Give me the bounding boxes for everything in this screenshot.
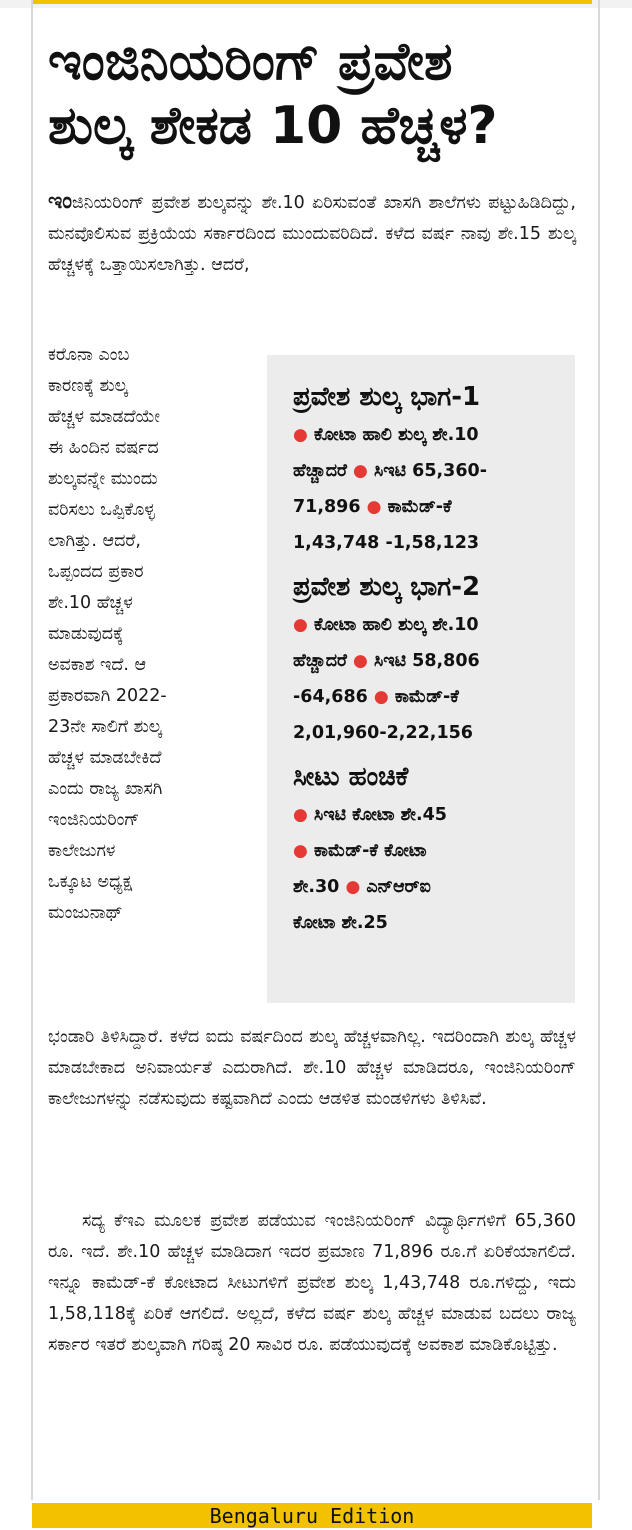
box-line — [293, 417, 553, 453]
narrow-line: ಮಂಜುನಾಥ್ — [48, 903, 123, 923]
bullet-dot-icon: ● — [345, 877, 361, 897]
box-text: ಸಿಇಟಿ ಕೋಟಾ ಶೇ.45 — [313, 805, 447, 825]
box-text: ಹೆಚ್ಚಾದರೆ — [293, 651, 347, 671]
left-column-rule — [31, 0, 33, 1500]
narrow-line: ಲಾಗಿತ್ತು. ಆದರೆ, — [48, 531, 141, 551]
box-line — [293, 643, 553, 679]
box-text: -64,686 — [293, 687, 368, 707]
box-line — [293, 869, 553, 905]
fee-part-2-heading: ಪ್ರವೇಶ ಶುಲ್ಕ ಭಾಗ-2 — [293, 572, 481, 602]
top-border — [0, 0, 632, 8]
box-line — [293, 679, 553, 715]
box-text: ಎನ್‌ಆರ್‌ಐ — [366, 877, 431, 897]
narrow-line: ಈ ಹಿಂದಿನ ವರ್ಷದ — [48, 438, 159, 458]
box-text: 71,896 — [293, 497, 361, 517]
box-text: ಕಾಮೆಡ್-ಕೆ — [387, 497, 452, 517]
right-column-rule — [598, 0, 600, 1500]
headline-line-1: ಇಂಜಿನಿಯರಿಂಗ್ ಪ್ರವೇಶ — [48, 32, 453, 92]
narrow-line: ಒಕ್ಕೂಟ ಅಧ್ಯಕ್ಷ — [48, 872, 133, 892]
bullet-dot-icon: ● — [293, 425, 308, 445]
narrow-line: ವರಿಸಲು ಒಪ್ಪಿಕೊಳ್ಳ — [48, 500, 155, 520]
fee-part-2 — [293, 567, 553, 751]
intro-dropcap: ಇಂ — [48, 189, 73, 214]
narrow-line: ಕಾಲೇಜುಗಳ — [48, 841, 116, 861]
intro-text: ಜಿನಿಯರಿಂಗ್ ಪ್ರವೇಶ ಶುಲ್ಕವನ್ನು ಶೇ.10 ಏರಿಸುವಂತೆ ಖಾಸಗಿ ಶಾಲೆಗಳು ಪಟ್ಟುಹಿಡಿದಿದ್ದು, ಮನವೊಲಿಸುವ ಪ್ರಕ್ರಿಯೆಯ ಸರ್ಕಾರದಿಂದ ಮುಂದುವರಿದಿದೆ. ಕಳೆದ ವರ್ಷ ನಾವು ಶೇ.15 ಶುಲ್ಕ ಹೆಚ್ಚಳಕ್ಕೆ ಒತ್ತಾಯಿಸಲಾಗಿತ್ತು. ಆದರೆ, — [48, 193, 576, 275]
box-line — [293, 833, 553, 869]
box-text: ಕಾಮೆಡ್-ಕೆ ಕೋಟಾ — [313, 841, 427, 861]
narrow-line: ಇಂಜಿನಿಯರಿಂಗ್ — [48, 810, 140, 830]
headline — [48, 30, 588, 158]
box-text: ಸಿಇಟಿ 65,360- — [373, 461, 487, 481]
narrow-line: 23ನೇ ಸಾಲಿಗೆ ಶುಲ್ಕ — [48, 717, 162, 737]
bullet-dot-icon: ● — [366, 497, 382, 517]
narrow-line: ಶುಲ್ಕವನ್ನೇ ಮುಂದು — [48, 469, 158, 489]
narrow-line: ಎಂದು ರಾಜ್ಯ ಖಾಸಗಿ — [48, 779, 163, 799]
fee-info-box — [267, 355, 575, 1003]
continuation-paragraph: ಭಂಡಾರಿ ತಿಳಿಸಿದ್ದಾರೆ. ಕಳೆದ ಐದು ವರ್ಷದಿಂದ ಶುಲ್ಕ ಹೆಚ್ಚಳವಾಗಿಲ್ಲ. ಇದರಿಂದಾಗಿ ಶುಲ್ಕ ಹೆಚ್ಚಳ ಮಾಡಬೇಕಾದ ಅನಿವಾರ್ಯತೆ ಎದುರಾಗಿದೆ. ಶೇ.10 ಹೆಚ್ಚಳ ಮಾಡಿದರೂ, ಇಂಜಿನಿಯರಿಂಗ್ ಕಾಲೇಜುಗಳನ್ನು ನಡೆಸುವುದು ಕಷ್ಟವಾಗಿದೆ ಎಂದು ಆಡಳಿತ ಮಂಡಳಿಗಳು ತಿಳಿಸಿವೆ. — [48, 1027, 576, 1109]
box-text: ಕೋಟಾ ಹಾಲಿ ಶುಲ್ಕ ಶೇ.10 — [313, 425, 479, 445]
second-paragraph: ಸದ್ಯ ಕೆಇಎ ಮೂಲಕ ಪ್ರವೇಶ ಪಡೆಯುವ ಇಂಜಿನಿಯರಿಂಗ್ ವಿದ್ಯಾರ್ಥಿಗಳಿಗೆ 65,360 ರೂ. ಇದೆ. ಶೇ.10 ಹೆಚ್ಚಳ ಮಾಡಿದಾಗ ಇದರ ಪ್ರಮಾಣ 71,896 ರೂ.ಗೆ ಏರಿಕೆಯಾಗಲಿದೆ. ಇನ್ನೂ ಕಾಮೆಡ್-ಕೆ ಕೋಟಾದ ಸೀಟುಗಳಿಗೆ ಪ್ರವೇಶ ಶುಲ್ಕ 1,43,748 ರೂ.ಗಳಿದ್ದು, ಇದು 1,58,118ಕ್ಕೆ ಏರಿಕೆ ಆಗಲಿದೆ. ಅಲ್ಲದೆ, ಕಳೆದ ವರ್ಷ ಶುಲ್ಕ ಹೆಚ್ಚಳ ಮಾಡುವ ಬದಲು ರಾಜ್ಯ ಸರ್ಕಾರ ಇತರೆ ಶುಲ್ಕವಾಗಿ ಗರಿಷ್ಠ 20 ಸಾವಿರ ರೂ. ಪಡೆಯುವುದಕ್ಕೆ ಅವಕಾಶ ಮಾಡಿಕೊಟ್ಟಿತ್ತು. — [48, 1211, 576, 1355]
box-line: 2,01,960-2,22,156 — [293, 723, 473, 743]
narrow-line: ಒಪ್ಪಂದದ ಪ್ರಕಾರ — [48, 562, 144, 582]
seat-allocation — [293, 757, 553, 941]
edition-footer: Bengaluru Edition — [32, 1503, 592, 1528]
narrow-line: ಪ್ರಕಾರವಾಗಿ 2022- — [48, 686, 167, 706]
top-accent-line — [32, 0, 592, 4]
bullet-dot-icon: ● — [373, 687, 389, 707]
narrow-line: ಶೇ.10 ಹೆಚ್ಚಳ — [48, 593, 133, 613]
box-text: ಹೆಚ್ಚಾದರೆ — [293, 461, 347, 481]
bullet-dot-icon: ● — [293, 805, 308, 825]
narrow-line: ಹೆಚ್ಚಳ ಮಾಡಬೇಕಿದೆ — [48, 748, 162, 768]
box-line — [293, 607, 553, 643]
box-line: 1,43,748 -1,58,123 — [293, 533, 480, 553]
narrow-line: ಹೆಚ್ಚಳ ಮಾಡದೆಯೇ — [48, 407, 161, 427]
fee-part-1 — [293, 377, 553, 561]
box-line: ಕೋಟಾ ಶೇ.25 — [293, 913, 388, 933]
box-line — [293, 489, 553, 525]
narrow-line: ಅವಕಾಶ ಇದೆ. ಆ — [48, 655, 147, 675]
box-line — [293, 797, 553, 833]
narrow-line: ಕಾರಣಕ್ಕೆ ಶುಲ್ಕ — [48, 376, 128, 396]
headline-line-2: ಶುಲ್ಕ ಶೇಕಡ 10 ಹೆಚ್ಚಳ? — [48, 96, 498, 156]
narrow-line: ಕರೊನಾ ಎಂಬ — [48, 345, 130, 365]
box-text: ಕಾಮೆಡ್-ಕೆ — [394, 687, 459, 707]
bullet-dot-icon: ● — [293, 615, 308, 635]
box-text: ಶೇ.30 — [293, 877, 340, 897]
bullet-dot-icon: ● — [293, 841, 308, 861]
fee-part-1-heading: ಪ್ರವೇಶ ಶುಲ್ಕ ಭಾಗ-1 — [293, 382, 481, 412]
narrow-line: ಮಾಡುವುದಕ್ಕೆ — [48, 624, 124, 644]
bullet-dot-icon: ● — [353, 461, 368, 481]
box-text: ಸಿಇಟಿ 58,806 — [373, 651, 480, 671]
narrow-column — [48, 340, 238, 929]
intro-paragraph — [48, 186, 576, 281]
box-line — [293, 453, 553, 489]
bullet-dot-icon: ● — [353, 651, 368, 671]
box-text: ಕೋಟಾ ಹಾಲಿ ಶುಲ್ಕ ಶೇ.10 — [313, 615, 479, 635]
seat-allocation-heading: ಸೀಟು ಹಂಚಿಕೆ — [293, 762, 409, 792]
